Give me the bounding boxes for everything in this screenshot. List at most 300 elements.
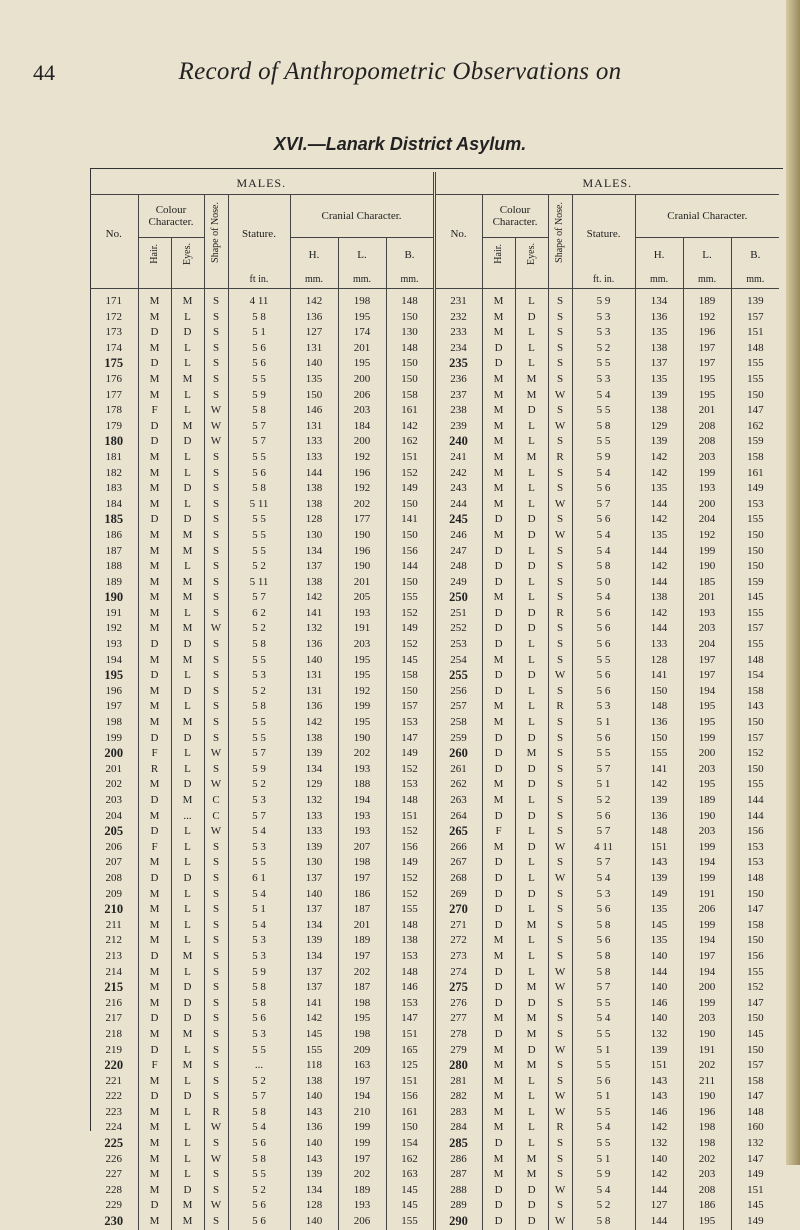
table-row	[90, 559, 779, 575]
eyes-right-cell: L	[515, 1120, 548, 1136]
unit-mm-b-right: mm.	[731, 272, 779, 289]
eyes-cell: M	[171, 653, 204, 669]
hair-right-cell: D	[482, 996, 515, 1012]
cranial-b-right-cell: 155	[731, 356, 779, 372]
cranial-b-right-cell: 155	[731, 372, 779, 388]
eyes-cell: L	[171, 933, 204, 949]
stature-right-cell: 5 3	[572, 310, 635, 326]
table-row	[90, 356, 779, 372]
cranial-b-cell: 145	[386, 1198, 434, 1214]
cranial-l-right-cell: 199	[683, 840, 731, 856]
table-row	[90, 1167, 779, 1183]
eyes-cell: M	[171, 372, 204, 388]
eyes-right-cell: L	[515, 965, 548, 981]
nose-right-cell: W	[548, 1183, 572, 1199]
cranial-b-right-cell: 153	[731, 855, 779, 871]
hair-right-cell: D	[482, 637, 515, 653]
table-row	[90, 762, 779, 778]
cranial-l-cell: 197	[338, 1152, 386, 1168]
stature-right-cell: 5 5	[572, 1058, 635, 1074]
row-no-cell: 207	[105, 856, 122, 869]
hair-right-cell: M	[482, 1074, 515, 1090]
row-no-right-cell: 250	[434, 590, 482, 606]
hair-cell: M	[138, 777, 171, 793]
row-no-right-cell: 265	[434, 824, 482, 840]
row-no-cell: 173	[105, 326, 122, 339]
cranial-l-cell: 196	[338, 466, 386, 482]
row-no-cell: 198	[105, 716, 122, 729]
cranial-l-cell: 184	[338, 419, 386, 435]
hair-cell: F	[138, 840, 171, 856]
stature-cell: 5 3	[228, 840, 290, 856]
cranial-b-cell: 149	[386, 481, 434, 497]
cranial-l-cell: 207	[338, 840, 386, 856]
cranial-h-cell: 141	[290, 996, 338, 1012]
cranial-b-right-cell: 147	[731, 1152, 779, 1168]
eyes-right-cell: L	[515, 419, 548, 435]
cranial-b-cell: 149	[386, 855, 434, 871]
cranial-b-right-cell: 132	[731, 1136, 779, 1152]
cranial-b-right-cell: 148	[731, 1105, 779, 1121]
cranial-b-right-cell: 145	[731, 1027, 779, 1043]
hair-right-cell: M	[482, 1167, 515, 1183]
cranial-l-right-cell: 200	[683, 746, 731, 762]
hair-right-cell: D	[482, 668, 515, 684]
cranial-b-right-cell: 150	[731, 388, 779, 404]
row-no-cell: 229	[105, 1199, 122, 1212]
hair-cell: M	[138, 965, 171, 981]
nose-cell: W	[204, 1120, 228, 1136]
cranial-l-right-cell: 203	[683, 621, 731, 637]
table-row	[90, 544, 779, 560]
cranial-h-cell: 134	[290, 544, 338, 560]
hair-right-cell: M	[482, 1105, 515, 1121]
cranial-l-cell: 186	[338, 887, 386, 903]
row-no-right-cell: 280	[434, 1058, 482, 1074]
nose-cell: S	[204, 512, 228, 528]
nose-cell: S	[204, 1167, 228, 1183]
stature-right-cell: 5 4	[572, 871, 635, 887]
cranial-b-cell: 150	[386, 684, 434, 700]
nose-right-cell: S	[548, 1058, 572, 1074]
hair-right-cell: D	[482, 871, 515, 887]
stature-right-cell: 5 7	[572, 980, 635, 996]
cranial-h-cell: 140	[290, 653, 338, 669]
row-no-cell: 178	[105, 404, 122, 417]
cranial-b-cell: 158	[386, 388, 434, 404]
table-row	[90, 590, 779, 606]
cranial-h-right-cell: 141	[635, 668, 683, 684]
row-no-cell: 216	[105, 996, 122, 1009]
row-no-right-cell: 239	[434, 419, 482, 435]
hair-cell: M	[138, 809, 171, 825]
eyes-right-cell: L	[515, 653, 548, 669]
stature-right-cell: 5 5	[572, 403, 635, 419]
cranial-b-cell: 148	[386, 793, 434, 809]
stature-right-cell: 5 4	[572, 1011, 635, 1027]
row-no-cell: 192	[105, 622, 122, 635]
row-no-cell: 197	[105, 700, 122, 713]
cranial-h-cell: 136	[290, 310, 338, 326]
hair-cell: M	[138, 933, 171, 949]
stature-right-cell: 5 1	[572, 715, 635, 731]
stature-right-cell: 5 5	[572, 356, 635, 372]
hair-cell: M	[138, 606, 171, 622]
table-row	[90, 310, 779, 326]
cranial-b-cell: 149	[386, 746, 434, 762]
cranial-l-cell: 193	[338, 606, 386, 622]
eyes-right-cell: L	[515, 1074, 548, 1090]
cranial-h-right-cell: 129	[635, 419, 683, 435]
cranial-b-right-cell: 145	[731, 590, 779, 606]
table-row	[90, 341, 779, 357]
cranial-b-cell: 155	[386, 1214, 434, 1230]
nose-cell: S	[204, 356, 228, 372]
cranial-h-cell: 136	[290, 637, 338, 653]
eyes-cell: L	[171, 1167, 204, 1183]
cranial-l-right-cell: 208	[683, 434, 731, 450]
hair-right-cell: M	[482, 325, 515, 341]
row-no-cell: 230	[104, 1214, 124, 1229]
stature-right-cell: 5 8	[572, 1214, 635, 1230]
stature-right-cell: 5 5	[572, 1105, 635, 1121]
cranial-l-right-cell: 197	[683, 668, 731, 684]
unit-mm-h: mm.	[290, 272, 338, 289]
cranial-b-cell: 151	[386, 450, 434, 466]
stature-right-cell: 5 5	[572, 1136, 635, 1152]
eyes-cell: D	[171, 325, 204, 341]
cranial-h-cell: 133	[290, 809, 338, 825]
row-no-cell: 217	[105, 1012, 122, 1025]
stature-right-cell: 5 2	[572, 1198, 635, 1214]
cranial-h-right-cell: 143	[635, 1089, 683, 1105]
hair-cell: M	[138, 450, 171, 466]
cranial-b-cell: 154	[386, 1136, 434, 1152]
stature-cell: 5 5	[228, 653, 290, 669]
header-b-right: B.	[731, 238, 779, 273]
cranial-h-cell: 142	[290, 1011, 338, 1027]
eyes-cell: M	[171, 1027, 204, 1043]
row-no-cell: 223	[105, 1105, 122, 1118]
cranial-l-right-cell: 204	[683, 637, 731, 653]
stature-cell: 5 4	[228, 1120, 290, 1136]
nose-right-cell: S	[548, 356, 572, 372]
eyes-right-cell: L	[515, 871, 548, 887]
stature-cell: 5 2	[228, 777, 290, 793]
cranial-h-cell: 130	[290, 855, 338, 871]
stature-cell: 5 8	[228, 1152, 290, 1168]
stature-cell: 5 9	[228, 762, 290, 778]
table-row	[90, 1074, 779, 1090]
hair-right-cell: M	[482, 715, 515, 731]
nose-right-cell: S	[548, 637, 572, 653]
hair-cell: M	[138, 715, 171, 731]
cranial-b-right-cell: 157	[731, 621, 779, 637]
eyes-cell: L	[171, 887, 204, 903]
hair-right-cell: M	[482, 450, 515, 466]
stature-right-cell: 5 9	[572, 289, 635, 310]
nose-right-cell: S	[548, 481, 572, 497]
unit-mm-h-right: mm.	[635, 272, 683, 289]
row-no-cell: 200	[104, 746, 124, 761]
header-hair: Hair.	[148, 243, 160, 264]
cranial-b-cell: 161	[386, 1105, 434, 1121]
cranial-h-right-cell: 128	[635, 653, 683, 669]
cranial-l-cell: 199	[338, 1136, 386, 1152]
unit-mm-l: mm.	[338, 272, 386, 289]
eyes-cell: ...	[171, 809, 204, 825]
eyes-right-cell: D	[515, 840, 548, 856]
cranial-l-right-cell: 206	[683, 902, 731, 918]
cranial-h-right-cell: 144	[635, 497, 683, 513]
cranial-b-right-cell: 159	[731, 575, 779, 591]
cranial-h-right-cell: 142	[635, 1167, 683, 1183]
cranial-l-cell: 198	[338, 289, 386, 310]
cranial-l-right-cell: 195	[683, 777, 731, 793]
nose-cell: S	[204, 965, 228, 981]
hair-cell: M	[138, 621, 171, 637]
eyes-cell: M	[171, 949, 204, 965]
row-no-right-cell: 248	[434, 559, 482, 575]
nose-cell: S	[204, 918, 228, 934]
cranial-h-cell: 139	[290, 840, 338, 856]
row-no-cell: 210	[104, 902, 124, 917]
hair-right-cell: D	[482, 902, 515, 918]
hair-right-cell: M	[482, 1011, 515, 1027]
cranial-l-cell: 195	[338, 715, 386, 731]
cranial-b-cell: 125	[386, 1058, 434, 1074]
hair-right-cell: D	[482, 1183, 515, 1199]
row-no-cell: 174	[105, 341, 122, 354]
page-number: 44	[33, 60, 55, 85]
nose-cell: S	[204, 1058, 228, 1074]
stature-right-cell: 5 6	[572, 621, 635, 637]
eyes-right-cell: D	[515, 606, 548, 622]
cranial-l-right-cell: 199	[683, 918, 731, 934]
table-row	[90, 1136, 779, 1152]
stature-cell: 5 5	[228, 1167, 290, 1183]
cranial-l-cell: 192	[338, 481, 386, 497]
stature-cell: 5 6	[228, 356, 290, 372]
cranial-b-cell: 145	[386, 653, 434, 669]
cranial-l-right-cell: 203	[683, 824, 731, 840]
stature-right-cell: 5 1	[572, 1152, 635, 1168]
row-no-right-cell: 240	[434, 434, 482, 450]
hair-cell: M	[138, 699, 171, 715]
table-row	[90, 403, 779, 419]
hair-right-cell: D	[482, 980, 515, 996]
cranial-l-cell: 193	[338, 809, 386, 825]
cranial-b-cell: 150	[386, 1120, 434, 1136]
row-no-cell: 175	[104, 356, 124, 371]
row-no-cell: 206	[105, 840, 122, 853]
stature-cell: 5 2	[228, 621, 290, 637]
cranial-l-right-cell: 199	[683, 466, 731, 482]
cranial-h-cell: 142	[290, 289, 338, 310]
stature-right-cell: 5 8	[572, 419, 635, 435]
hair-cell: D	[138, 1043, 171, 1059]
eyes-cell: L	[171, 762, 204, 778]
row-no-cell: 227	[105, 1168, 122, 1181]
stature-right-cell: 5 6	[572, 512, 635, 528]
cranial-b-cell: 149	[386, 621, 434, 637]
cranial-b-right-cell: 155	[731, 965, 779, 981]
table-row	[90, 996, 779, 1012]
stature-cell: 5 8	[228, 699, 290, 715]
cranial-b-right-cell: 145	[731, 1198, 779, 1214]
cranial-b-cell: 150	[386, 528, 434, 544]
cranial-b-cell: 158	[386, 668, 434, 684]
hair-right-cell: D	[482, 887, 515, 903]
hair-right-cell: M	[482, 699, 515, 715]
hair-cell: M	[138, 684, 171, 700]
hair-right-cell: D	[482, 1027, 515, 1043]
row-no-right-cell: 246	[434, 528, 482, 544]
table-row	[90, 793, 779, 809]
cranial-l-cell: 197	[338, 1074, 386, 1090]
cranial-b-cell: 152	[386, 606, 434, 622]
cranial-h-right-cell: 150	[635, 684, 683, 700]
row-no-right-cell: 282	[434, 1089, 482, 1105]
eyes-right-cell: D	[515, 559, 548, 575]
nose-cell: S	[204, 289, 228, 310]
table-row	[90, 715, 779, 731]
eyes-right-cell: M	[515, 1027, 548, 1043]
table-row	[90, 840, 779, 856]
cranial-l-cell: 195	[338, 668, 386, 684]
hair-cell: M	[138, 996, 171, 1012]
nose-right-cell: S	[548, 325, 572, 341]
nose-right-cell: S	[548, 777, 572, 793]
hair-right-cell: D	[482, 1198, 515, 1214]
stature-cell: 5 3	[228, 949, 290, 965]
cranial-h-right-cell: 132	[635, 1136, 683, 1152]
row-no-right-cell: 284	[434, 1120, 482, 1136]
hair-cell: M	[138, 902, 171, 918]
stature-cell: 5 8	[228, 637, 290, 653]
eyes-right-cell: M	[515, 388, 548, 404]
row-no-right-cell: 283	[434, 1105, 482, 1121]
cranial-h-right-cell: 139	[635, 434, 683, 450]
cranial-l-right-cell: 197	[683, 356, 731, 372]
unit-mm-b: mm.	[386, 272, 434, 289]
table-row	[90, 1043, 779, 1059]
cranial-b-cell: 156	[386, 1089, 434, 1105]
cranial-l-right-cell: 198	[683, 1120, 731, 1136]
cranial-b-right-cell: 155	[731, 777, 779, 793]
nose-cell: S	[204, 887, 228, 903]
eyes-right-cell: D	[515, 1043, 548, 1059]
eyes-cell: L	[171, 310, 204, 326]
cranial-h-right-cell: 140	[635, 980, 683, 996]
cranial-l-cell: 189	[338, 1183, 386, 1199]
eyes-right-cell: D	[515, 1183, 548, 1199]
row-no-right-cell: 257	[434, 699, 482, 715]
stature-cell: 6 1	[228, 871, 290, 887]
row-no-right-cell: 277	[434, 1011, 482, 1027]
hair-cell: M	[138, 1167, 171, 1183]
cranial-l-right-cell: 191	[683, 887, 731, 903]
hair-cell: M	[138, 528, 171, 544]
cranial-l-right-cell: 186	[683, 1198, 731, 1214]
table-row	[90, 1058, 779, 1074]
cranial-h-right-cell: 144	[635, 965, 683, 981]
hair-cell: M	[138, 341, 171, 357]
cranial-b-right-cell: 149	[731, 481, 779, 497]
row-no-cell: 182	[105, 466, 122, 479]
row-no-right-cell: 234	[434, 341, 482, 357]
nose-right-cell: S	[548, 996, 572, 1012]
cranial-b-cell: 142	[386, 419, 434, 435]
row-no-cell: 181	[105, 450, 122, 463]
hair-right-cell: D	[482, 341, 515, 357]
nose-right-cell: S	[548, 544, 572, 560]
eyes-right-cell: M	[515, 1152, 548, 1168]
cranial-b-right-cell: 148	[731, 871, 779, 887]
hair-cell: D	[138, 434, 171, 450]
hair-right-cell: D	[482, 621, 515, 637]
stature-cell: 5 6	[228, 1136, 290, 1152]
header-stature: Stature.	[228, 195, 290, 273]
cranial-h-right-cell: 144	[635, 575, 683, 591]
eyes-cell: D	[171, 434, 204, 450]
cranial-h-cell: 131	[290, 668, 338, 684]
nose-right-cell: R	[548, 1120, 572, 1136]
row-no-cell: 190	[104, 590, 124, 605]
cranial-b-right-cell: 148	[731, 341, 779, 357]
stature-right-cell: 5 6	[572, 1074, 635, 1090]
eyes-right-cell: M	[515, 918, 548, 934]
hair-right-cell: F	[482, 824, 515, 840]
nose-right-cell: S	[548, 793, 572, 809]
stature-right-cell: 5 8	[572, 918, 635, 934]
cranial-l-right-cell: 197	[683, 949, 731, 965]
eyes-right-cell: M	[515, 980, 548, 996]
nose-cell: S	[204, 996, 228, 1012]
row-no-right-cell: 281	[434, 1074, 482, 1090]
cranial-l-right-cell: 196	[683, 325, 731, 341]
cranial-b-cell: 144	[386, 559, 434, 575]
cranial-b-cell: 153	[386, 777, 434, 793]
nose-right-cell: S	[548, 824, 572, 840]
cranial-h-cell: 140	[290, 356, 338, 372]
nose-cell: S	[204, 325, 228, 341]
hair-right-cell: M	[482, 497, 515, 513]
cranial-l-cell: 195	[338, 356, 386, 372]
hair-cell: M	[138, 1183, 171, 1199]
row-no-right-cell: 273	[434, 949, 482, 965]
stature-right-cell: 5 6	[572, 481, 635, 497]
nose-cell: S	[204, 481, 228, 497]
eyes-right-cell: M	[515, 746, 548, 762]
hair-cell: D	[138, 824, 171, 840]
stature-cell: 5 5	[228, 544, 290, 560]
cranial-b-cell: 153	[386, 715, 434, 731]
stature-right-cell: 5 5	[572, 1027, 635, 1043]
cranial-h-cell: 134	[290, 918, 338, 934]
hair-right-cell: M	[482, 1120, 515, 1136]
cranial-b-cell: 153	[386, 996, 434, 1012]
hair-right-cell: M	[482, 481, 515, 497]
hair-right-cell: M	[482, 403, 515, 419]
cranial-b-cell: 147	[386, 1011, 434, 1027]
cranial-h-right-cell: 135	[635, 481, 683, 497]
cranial-l-cell: 193	[338, 762, 386, 778]
table-row	[90, 824, 779, 840]
cranial-l-right-cell: 192	[683, 310, 731, 326]
row-no-right-cell: 231	[434, 289, 482, 310]
stature-cell: 5 5	[228, 450, 290, 466]
